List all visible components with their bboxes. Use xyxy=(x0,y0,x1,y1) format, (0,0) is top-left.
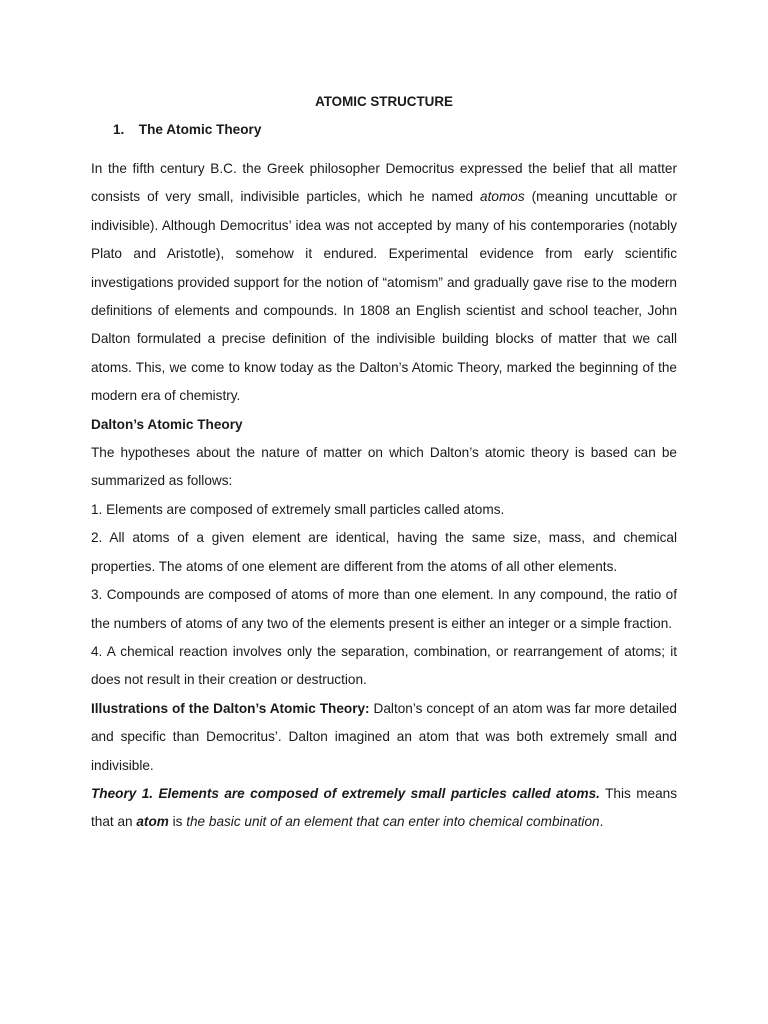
intro-term-atomos: atomos xyxy=(480,189,525,205)
dalton-heading: Dalton’s Atomic Theory xyxy=(91,416,243,432)
section-number: 1. xyxy=(113,122,125,137)
intro-text-part1: In the fifth century B.C. the Greek philosopher Democritus expressed the belief that all matter consists of very small, indivisible particles, which he named xyxy=(91,161,677,205)
hypothesis-item: 1. Elements are composed of extremely small particles called atoms. xyxy=(91,501,505,517)
illustrations-text: Dalton’s concept of an atom was far more detailed and specific than Democritus’. Dalton imagined an atom that was both extremely small and indivisible. xyxy=(91,700,677,773)
hypothesis-item: 3. Compounds are composed of atoms of more than one element. In any compound, the ratio of the numbers of atoms of any two of the elements present is either an integer or a simple fraction. xyxy=(91,587,677,631)
theory1-text1: This means that an xyxy=(91,785,677,830)
theory1-text2: is xyxy=(168,814,187,830)
document-title: ATOMIC STRUCTURE xyxy=(315,94,453,109)
intro-text-part2: (meaning uncuttable or indivisible). Although Democritus’ idea was not accepted by many of his contemporaries (notably Plato and Aristotle), somehow it endured. Experimental evidence from early scientific investigations provided support for the notion of “atomism” and gradually gave rise to the modern definitions of elements and compounds. In 1808 an English scientist and school teacher, John Dalton formulated a precise definition of the indivisible building blocks of matter that we call atoms. This, we come to know today as the Dalton’s Atomic Theory, marked the beginning of the modern era of chemistry. xyxy=(91,189,677,404)
theory1-paragraph xyxy=(91,780,677,837)
theory1-label: Theory 1. Elements are composed of extremely small particles called atoms. xyxy=(91,785,600,801)
theory1-definition: the basic unit of an element that can enter into chemical combination xyxy=(186,814,600,830)
hypotheses-intro: The hypotheses about the nature of matter on which Dalton’s atomic theory is based can be summarized as follows: xyxy=(91,445,677,489)
hypothesis-item: 4. A chemical reaction involves only the separation, combination, or rearrangement of atoms; it does not result in their creation or destruction. xyxy=(91,643,677,688)
hypothesis-item: 2. All atoms of a given element are identical, having the same size, mass, and chemical properties. The atoms of one element are different from the atoms of all other elements. xyxy=(91,530,677,574)
section-title: The Atomic Theory xyxy=(138,122,262,137)
intro-paragraph xyxy=(91,155,677,411)
theory1-end: . xyxy=(599,814,604,830)
illustrations-label: Illustrations of the Dalton’s Atomic Theory: xyxy=(91,700,370,716)
illustrations-paragraph xyxy=(91,695,677,780)
section-heading xyxy=(91,120,677,140)
document-page xyxy=(91,92,677,837)
theory1-term-atom: atom xyxy=(136,814,169,830)
